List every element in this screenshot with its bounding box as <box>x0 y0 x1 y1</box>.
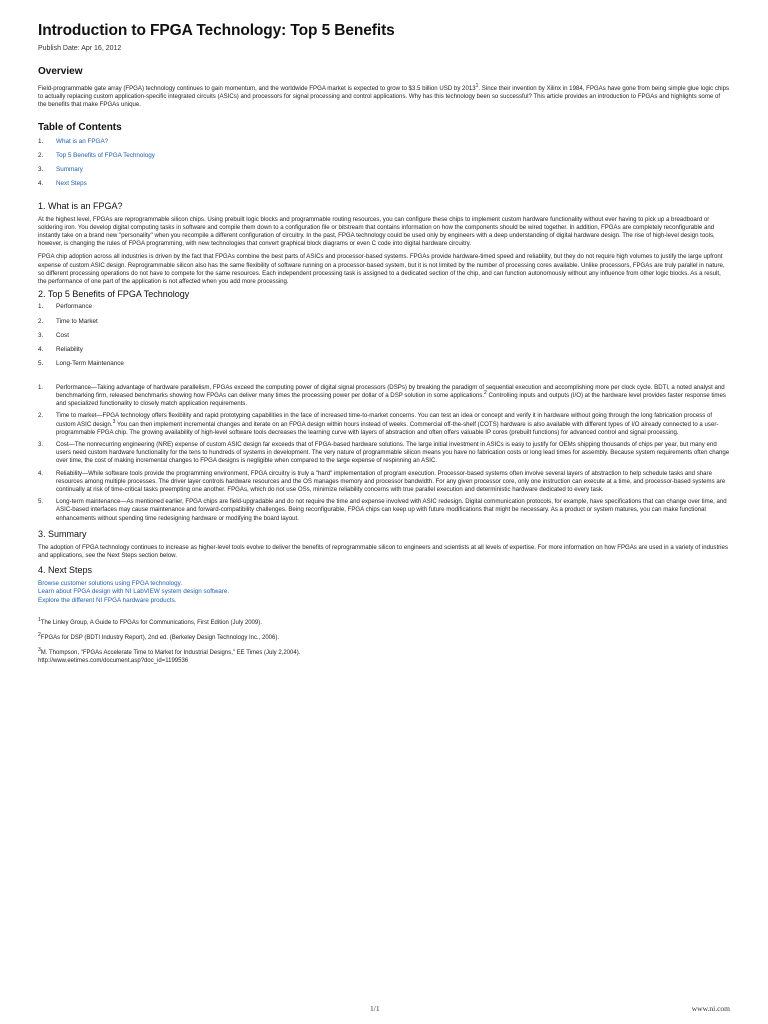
publish-date: Publish Date: Apr 16, 2012 <box>38 45 122 52</box>
list-item: 2. Time to Market <box>38 317 98 325</box>
list-item: 1. Performance <box>38 303 93 311</box>
link-fpga-hardware-products[interactable]: Explore the different NI FPGA hardware products. <box>38 596 177 604</box>
toc-link-top-5-benefits[interactable]: Top 5 Benefits of FPGA Technology <box>56 151 155 159</box>
list-item: 5. Long-term maintenance—As mentioned earlier, FPGA chips are field-upgradable and do not require the time and expense involved with ASIC redesign. Digital communication protocols, for example, have specifications that can change over time, and ASIC-based interfaces may cause maintenance and forward-compatibility challenges. Being reconfigurable, FPGA chips can keep up with future modifications that might be necessary. As a product or system matures, you can make functional enhancements without spending time redesigning hardware or modifying the board layout. <box>38 498 727 522</box>
footnote-1: $^1$The Linley Group, A Guide to FPGAs for Communications, First Edition (July 2009). <box>38 617 262 627</box>
list-item: 5. Long-Term Maintenance <box>38 360 124 368</box>
toc-link-next-steps[interactable]: Next Steps <box>56 179 87 187</box>
page-number: 1/1 <box>370 1004 380 1013</box>
overview-heading: Overview <box>38 66 83 77</box>
toc-item: 3. Summary <box>38 165 83 173</box>
overview-paragraph: Field-programmable gate array (FPGA) technology continues to gain momentum, and the worldwide FPGA market is expected to grow to $3.5 billion USD by 2013$^1$. Since their invention by Xilinx in 1984, FPGAs have gone from being simple glue logic chips to actually replacing custom application-specific integrated circuits (ASICs) and processors for signal processing and control applications. Why has this technology been so successful? This article provides an introduction to FPGAs and highlights some of the benefits that make FPGAs unique. <box>38 83 730 109</box>
footnote-ref: 1 <box>475 83 479 89</box>
link-customer-solutions[interactable]: Browse customer solutions using FPGA technology. <box>38 580 183 588</box>
list-item: 2. Time to market—FPGA technology offers flexibility and rapid prototyping capabilities in the face of increased time-to-market concerns. You can test an idea or concept and verify it in hardware without going through the long fabrication process of custom ASIC design.$^3$ You can then implement incremental changes and iterate on an FPGA design within hours instead of weeks. Commercial off-the-shelf (COTS) hardware is also available with different types of I/O already connected to a user-programmable FPGA chip. The growing availability of high-level software tools decreases the learning curve with layers of abstraction and often offers valuable IP cores (prebuilt functions) for advanced control and signal processing. <box>38 412 719 436</box>
section-heading-summary: 3. Summary <box>38 528 87 539</box>
section1-paragraph-1: At the highest level, FPGAs are reprogrammable silicon chips. Using prebuilt logic blocks and programmable routing resources, you can configure these chips to implement custom hardware functionality without ever having to pick up a breadboard or soldering iron. You develop digital computing tasks in software and compile them down to a configuration file or bitstream that contains information on how the components should be wired together. In addition, FPGAs are completely reconfigurable and instantly take on a brand new "personality" when you recompile a different configuration of circuitry. In the past, FPGA technology could be used only by engineers with a deep understanding of digital hardware design. The rise of high-level design tools, however, is changing the rules of FPGA programming, with new technologies that convert graphical block diagrams or even C code into digital hardware circuitry. <box>38 215 715 248</box>
section1-paragraph-2: FPGA chip adoption across all industries is driven by the fact that FPGAs combine the best parts of ASICs and processor-based systems. FPGAs provide hardware-timed speed and reliability, but they do not require high volumes to justify the large upfront expense of custom ASIC design. Reprogrammable silicon also has the same flexibility of software running on a processor-based system, but it is not limited by the number of processing cores available. Unlike processors, FPGAs are truly parallel in nature, so different processing operations do not have to compete for the same resources. Each independent processing task is assigned to a dedicated section of the chip, and can function autonomously without any influence from other logic blocks. As a result, the performance of one part of the application is not affected when you add more processing. <box>38 253 725 286</box>
list-item: 3. Cost—The nonrecurring engineering (NRE) expense of custom ASIC design far exceeds that of FPGA-based hardware solutions. The large initial investment in ASICs is easy to justify for OEMs shipping thousands of chips per year, but many end users need custom hardware functionality for the tens to hundreds of systems in development. The very nature of programmable silicon means you have no fabrication costs or long lead times for assembly. Because system requirements often change over time, the cost of making incremental changes to FPGA designs is negligible when compared to the large expense of respinning an ASIC. <box>38 440 730 465</box>
table-of-contents <box>38 135 730 191</box>
footnote-3: $^3$M. Thompson, "FPGAs Accelerate Time to Market for Industrial Designs," EE Times (July 2,2004). http://www.eetimes.com/document.asp?doc_id=1199536 <box>38 647 301 665</box>
toc-item: 2. Top 5 Benefits of FPGA Technology <box>38 151 155 159</box>
benefits-detailed-list <box>38 384 730 523</box>
list-item: 1. Performance—Taking advantage of hardware parallelism, FPGAs exceed the computing power of digital signal processors (DSPs) by breaking the paradigm of sequential execution and accomplishing more per clock cycle. BDTI, a noted analyst and benchmarking firm, released benchmarks showing how FPGAs can deliver many times the processing power per dollar of a DSP solution in some applications.$^2$ Controlling inputs and outputs (I/O) at the hardware level provides faster response times and specialized functionality to closely match application requirements. <box>38 383 726 408</box>
benefits-short-list <box>38 300 730 371</box>
footnote-ref: 3 <box>112 418 116 425</box>
document-page <box>38 22 730 672</box>
list-item: 4. Reliability—While software tools provide the programming environment, FPGA circuitry is truly a "hard" implementation of program execution. Processor-based systems often involve several layers of abstraction to help schedule tasks and share resources among multiple processes. The driver layer controls hardware resources and the OS manages memory and processor bandwidth. For any given processor core, only one instruction can execute at a time, and processor-based systems are continually at risk of time-critical tasks preempting one another. FPGAs, which do not use OSs, minimize reliability concerns with true parallel execution and deterministic hardware dedicated to every task. <box>38 469 726 493</box>
toc-heading: Table of Contents <box>38 121 122 133</box>
page-title: Introduction to FPGA Technology: Top 5 Benefits <box>38 22 395 39</box>
toc-link-what-is-fpga[interactable]: What is an FPGA? <box>56 137 109 145</box>
summary-paragraph: The adoption of FPGA technology continues to increase as higher-level tools evolve to deliver the benefits of reprogrammable silicon to engineers and scientists at all levels of expertise. For more information on how FPGAs are used in a variety of industries and applications, see the Next Steps section below. <box>38 543 728 559</box>
next-steps-links <box>38 580 730 605</box>
section-heading-next-steps: 4. Next Steps <box>38 565 93 576</box>
toc-item: 1. What is an FPGA? <box>38 137 109 145</box>
list-item: 3. Cost <box>38 331 69 339</box>
footnote-2: $^2$FPGAs for DSP (BDTI Industry Report), 2nd ed. (Berkeley Design Technology Inc., 2006). <box>38 632 279 642</box>
section-heading-top-5-benefits: 2. Top 5 Benefits of FPGA Technology <box>38 289 190 300</box>
footer-url: www.ni.com <box>691 1004 730 1013</box>
list-item: 4. Reliability <box>38 346 83 354</box>
toc-item: 4. Next Steps <box>38 179 87 187</box>
section-heading-what-is-fpga: 1. What is an FPGA? <box>38 200 123 211</box>
toc-link-summary[interactable]: Summary <box>56 165 83 173</box>
footnote-ref: 2 <box>484 389 487 396</box>
link-labview-fpga-design[interactable]: Learn about FPGA design with NI LabVIEW system design software. <box>38 588 230 596</box>
